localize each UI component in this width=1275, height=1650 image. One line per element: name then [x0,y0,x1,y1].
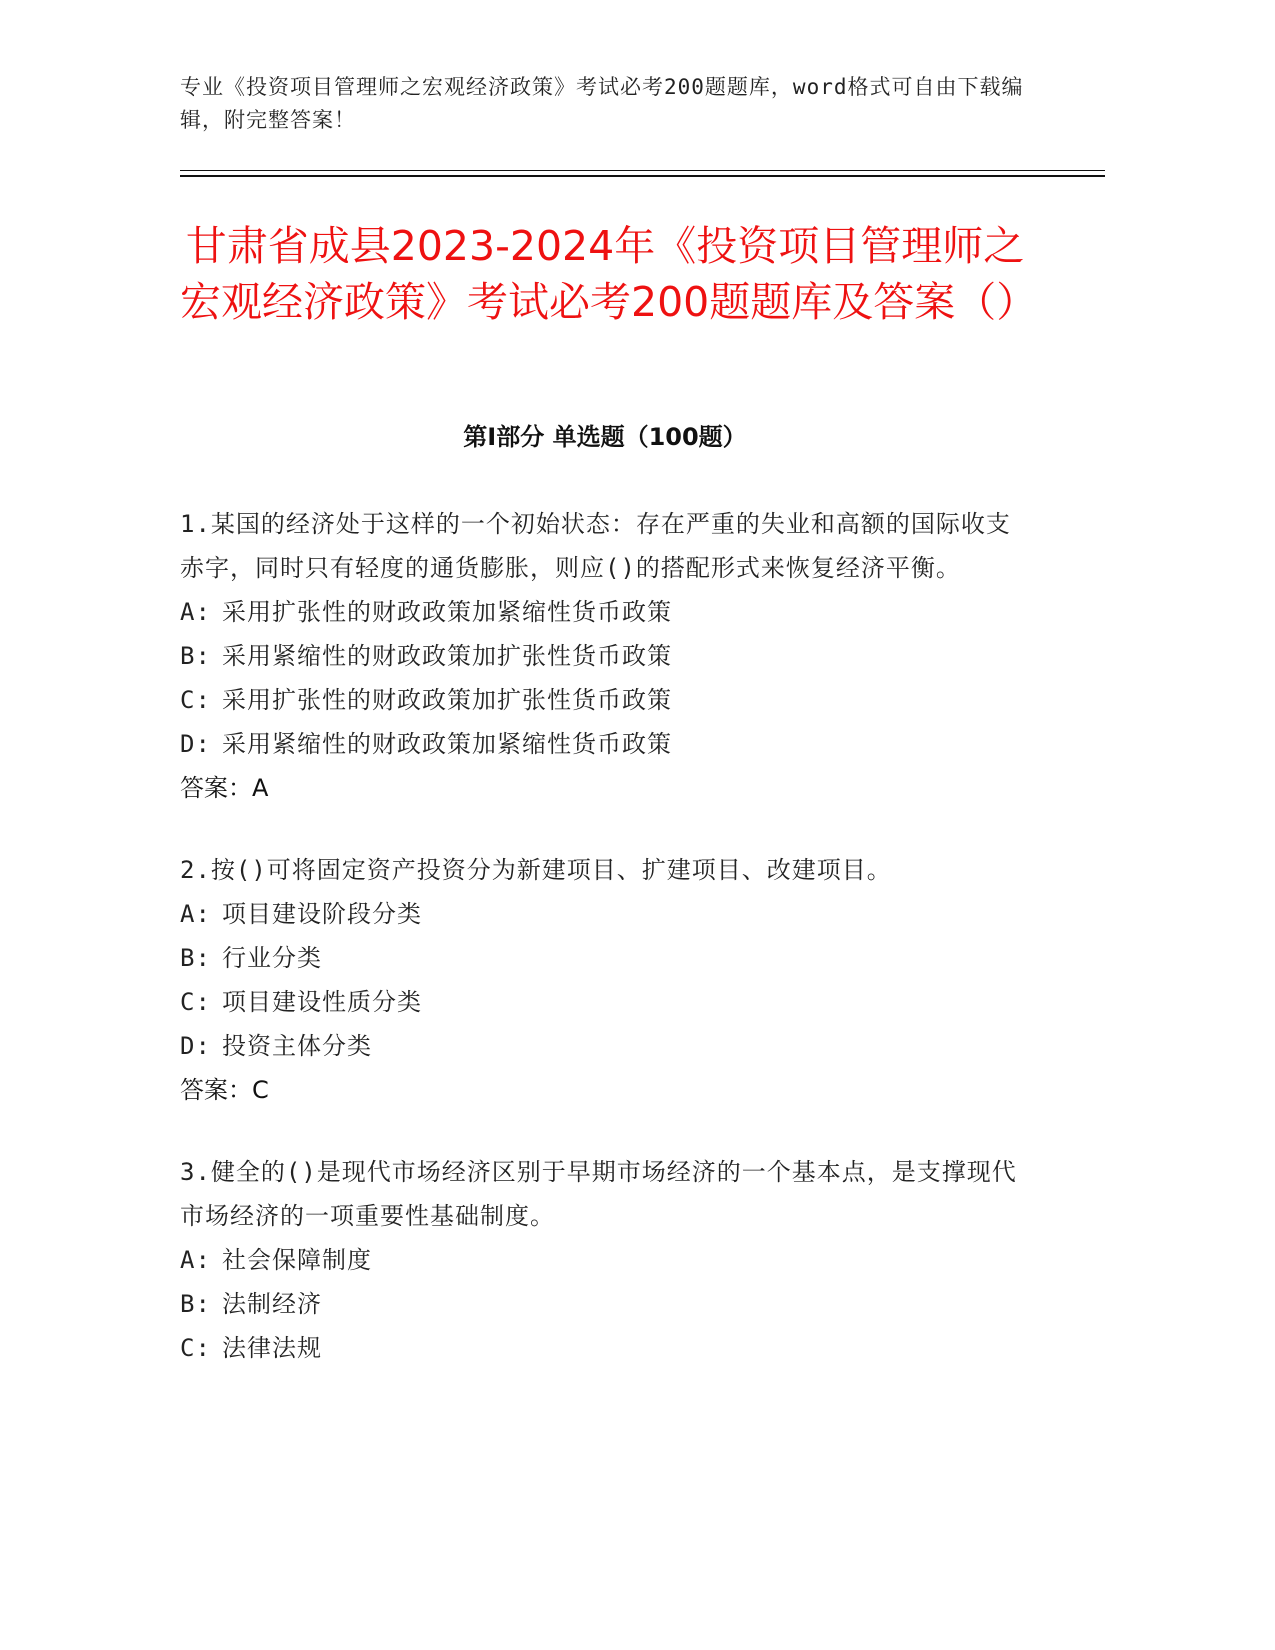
option-letter: A: [180,598,211,626]
option-letter: B: [180,642,211,670]
answer: 答案：C [180,1076,269,1104]
option-letter: C: [180,988,211,1016]
question-list [180,502,1020,1408]
question-1 [180,502,1020,810]
option-text: 采用扩张性的财政政策加扩张性货币政策 [222,686,672,714]
option-text: 采用紧缩性的财政政策加紧缩性货币政策 [222,730,672,758]
header-note: 专业《投资项目管理师之宏观经济政策》考试必考200题题库，word格式可自由下载编辑，附完整答案！ [180,75,1024,132]
option-b [180,1282,1020,1326]
option-letter: B: [180,944,211,972]
option-letter: B: [180,1290,211,1318]
option-letter: D: [180,1032,211,1060]
header-rule-thin [180,170,1105,171]
option-text: 法制经济 [222,1290,322,1318]
option-letter: A: [180,900,211,928]
option-text: 投资主体分类 [222,1032,372,1060]
option-d [180,1024,1020,1068]
option-c [180,678,1020,722]
option-text: 项目建设性质分类 [222,988,422,1016]
header-rule-thick [180,175,1105,177]
option-a [180,892,1020,936]
option-letter: C: [180,1334,211,1362]
option-d [180,722,1020,766]
option-text: 采用紧缩性的财政政策加扩张性货币政策 [222,642,672,670]
question-stem: 3.健全的()是现代市场经济区别于早期市场经济的一个基本点，是支撑现代市场经济的一项重要性基础制度。 [180,1158,1017,1230]
option-text: 项目建设阶段分类 [222,900,422,928]
question-2 [180,848,1020,1112]
option-b [180,936,1020,980]
option-text: 采用扩张性的财政政策加紧缩性货币政策 [222,598,672,626]
question-3 [180,1150,1020,1370]
answer: 答案：A [180,774,269,802]
section-title: 第I部分 单选题（100题） [463,423,747,451]
option-b [180,634,1020,678]
option-text: 行业分类 [222,944,322,972]
option-a [180,590,1020,634]
option-letter: C: [180,686,211,714]
option-text: 社会保障制度 [222,1246,372,1274]
question-stem: 1.某国的经济处于这样的一个初始状态：存在严重的失业和高额的国际收支赤字，同时只有轻度的通货膨胀，则应()的搭配形式来恢复经济平衡。 [180,510,1011,582]
option-c [180,980,1020,1024]
option-text: 法律法规 [222,1334,322,1362]
option-letter: A: [180,1246,211,1274]
document-title: 甘肃省成县2023-2024年《投资项目管理师之宏观经济政策》考试必考200题题库及答案（） [180,222,1038,326]
question-stem: 2.按()可将固定资产投资分为新建项目、扩建项目、改建项目。 [180,856,892,884]
option-letter: D: [180,730,211,758]
option-c [180,1326,1020,1370]
option-a [180,1238,1020,1282]
